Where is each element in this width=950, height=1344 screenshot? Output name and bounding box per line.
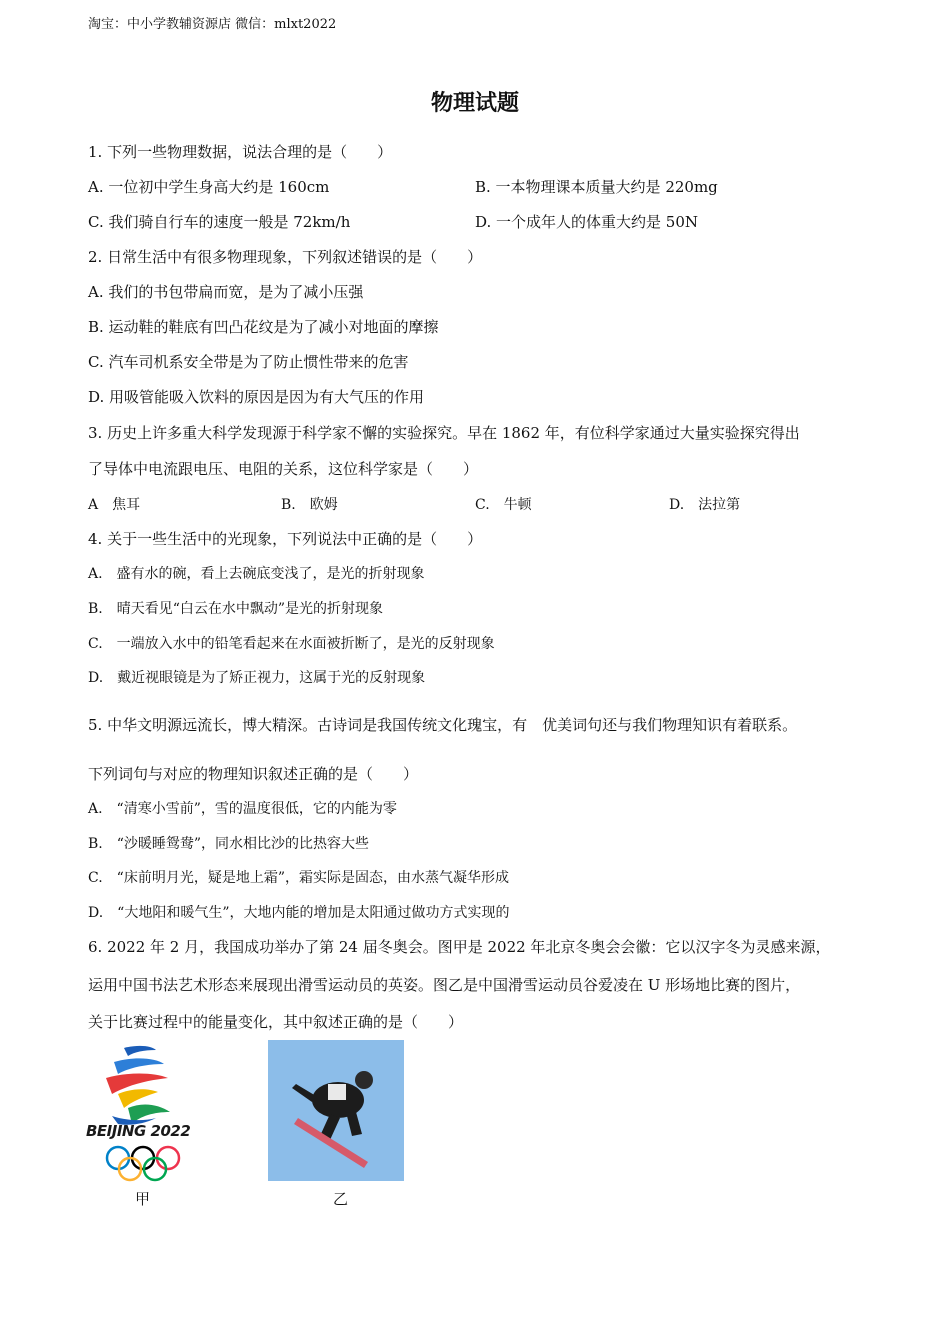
q3-option-d: D. 法拉第 <box>669 497 741 513</box>
q4-stem: 4. 关于一些生活中的光现象，下列说法中正确的是（ ） <box>88 530 483 548</box>
q5-stem-line1: 5. 中华文明源远流长，博大精深。古诗词是我国传统文化瑰宝，有 优美词句还与我们物理知识有着联系。 <box>88 716 798 734</box>
q2-option-c: C. 汽车司机系安全带是为了防止惯性带来的危害 <box>88 353 409 371</box>
q2-option-a: A. 我们的书包带扁而宽，是为了减小压强 <box>88 283 364 301</box>
figure-caption-jia: 甲 <box>135 1190 151 1208</box>
q5-option-b: B. “沙暖睡鸳鸯”，同水相比沙的比热容大些 <box>88 836 370 852</box>
q4-option-c: C. 一端放入水中的铅笔看起来在水面被折断了，是光的反射现象 <box>88 636 495 652</box>
q2-option-b: B. 运动鞋的鞋底有凹凸花纹是为了减小对地面的摩擦 <box>88 318 439 336</box>
q2-option-d: D. 用吸管能吸入饮料的原因是因为有大气压的作用 <box>88 388 425 406</box>
page-title: 物理试题 <box>430 90 519 116</box>
q1-stem: 1. 下列一些物理数据，说法合理的是（ ） <box>88 143 393 161</box>
snowboarder-photo <box>268 1040 404 1181</box>
q3-option-a: A 焦耳 <box>88 497 141 513</box>
q3-stem-line1: 3. 历史上许多重大科学发现源于科学家不懈的实验探究。早在 1862 年，有位科学家通过大量实验探究得出 <box>88 424 800 442</box>
q1-option-c: C. 我们骑自行车的速度一般是 72km/h <box>88 213 351 231</box>
emblem-wordmark: BEIJING 2022 <box>86 1122 191 1140</box>
q1-option-d: D. 一个成年人的体重大约是 50N <box>475 213 699 231</box>
q5-option-d: D. “大地阳和暖气生”，大地内能的增加是太阳通过做功方式实现的 <box>88 905 510 921</box>
q4-option-d: D. 戴近视眼镜是为了矫正视力，这属于光的反射现象 <box>88 670 426 686</box>
beijing-2022-emblem <box>84 1042 206 1182</box>
page-header: 淘宝：中小学教辅资源店 微信：mlxt2022 <box>88 17 337 32</box>
q3-stem-line2: 了导体中电流跟电压、电阻的关系，这位科学家是（ ） <box>88 460 479 478</box>
q5-option-a: A. “清寒小雪前”，雪的温度很低，它的内能为零 <box>88 801 397 817</box>
q3-option-b: B. 欧姆 <box>281 497 338 513</box>
snowboarder-figure <box>268 1040 404 1181</box>
q6-stem-line1: 6. 2022 年 2 月，我国成功举办了第 24 届冬奥会。图甲是 2022 年北京冬奥会会徽：它以汉字冬为灵感来源， <box>88 938 831 956</box>
q5-option-c: C. “床前明月光，疑是地上霜”，霜实际是固态，由水蒸气凝华形成 <box>88 870 509 886</box>
q2-stem: 2. 日常生活中有很多物理现象，下列叙述错误的是（ ） <box>88 248 483 266</box>
q1-option-a: A. 一位初中学生身高大约是 160cm <box>88 178 330 196</box>
q3-option-c: C. 牛顿 <box>475 497 532 513</box>
q6-stem-line3: 关于比赛过程中的能量变化，其中叙述正确的是（ ） <box>88 1013 464 1031</box>
q6-stem-line2: 运用中国书法艺术形态来展现出滑雪运动员的英姿。图乙是中国滑雪运动员谷爱凌在 U 形场地比赛的图片， <box>88 976 801 994</box>
q4-option-a: A. 盛有水的碗，看上去碗底变浅了，是光的折射现象 <box>88 566 425 582</box>
q1-option-b: B. 一本物理课本质量大约是 220mg <box>475 178 718 196</box>
q4-option-b: B. 晴天看见“白云在水中飘动”是光的折射现象 <box>88 601 384 617</box>
olympic-rings-icon <box>84 1142 206 1182</box>
figure-caption-yi: 乙 <box>333 1190 349 1208</box>
q5-stem-line2: 下列词句与对应的物理知识叙述正确的是（ ） <box>88 765 419 783</box>
